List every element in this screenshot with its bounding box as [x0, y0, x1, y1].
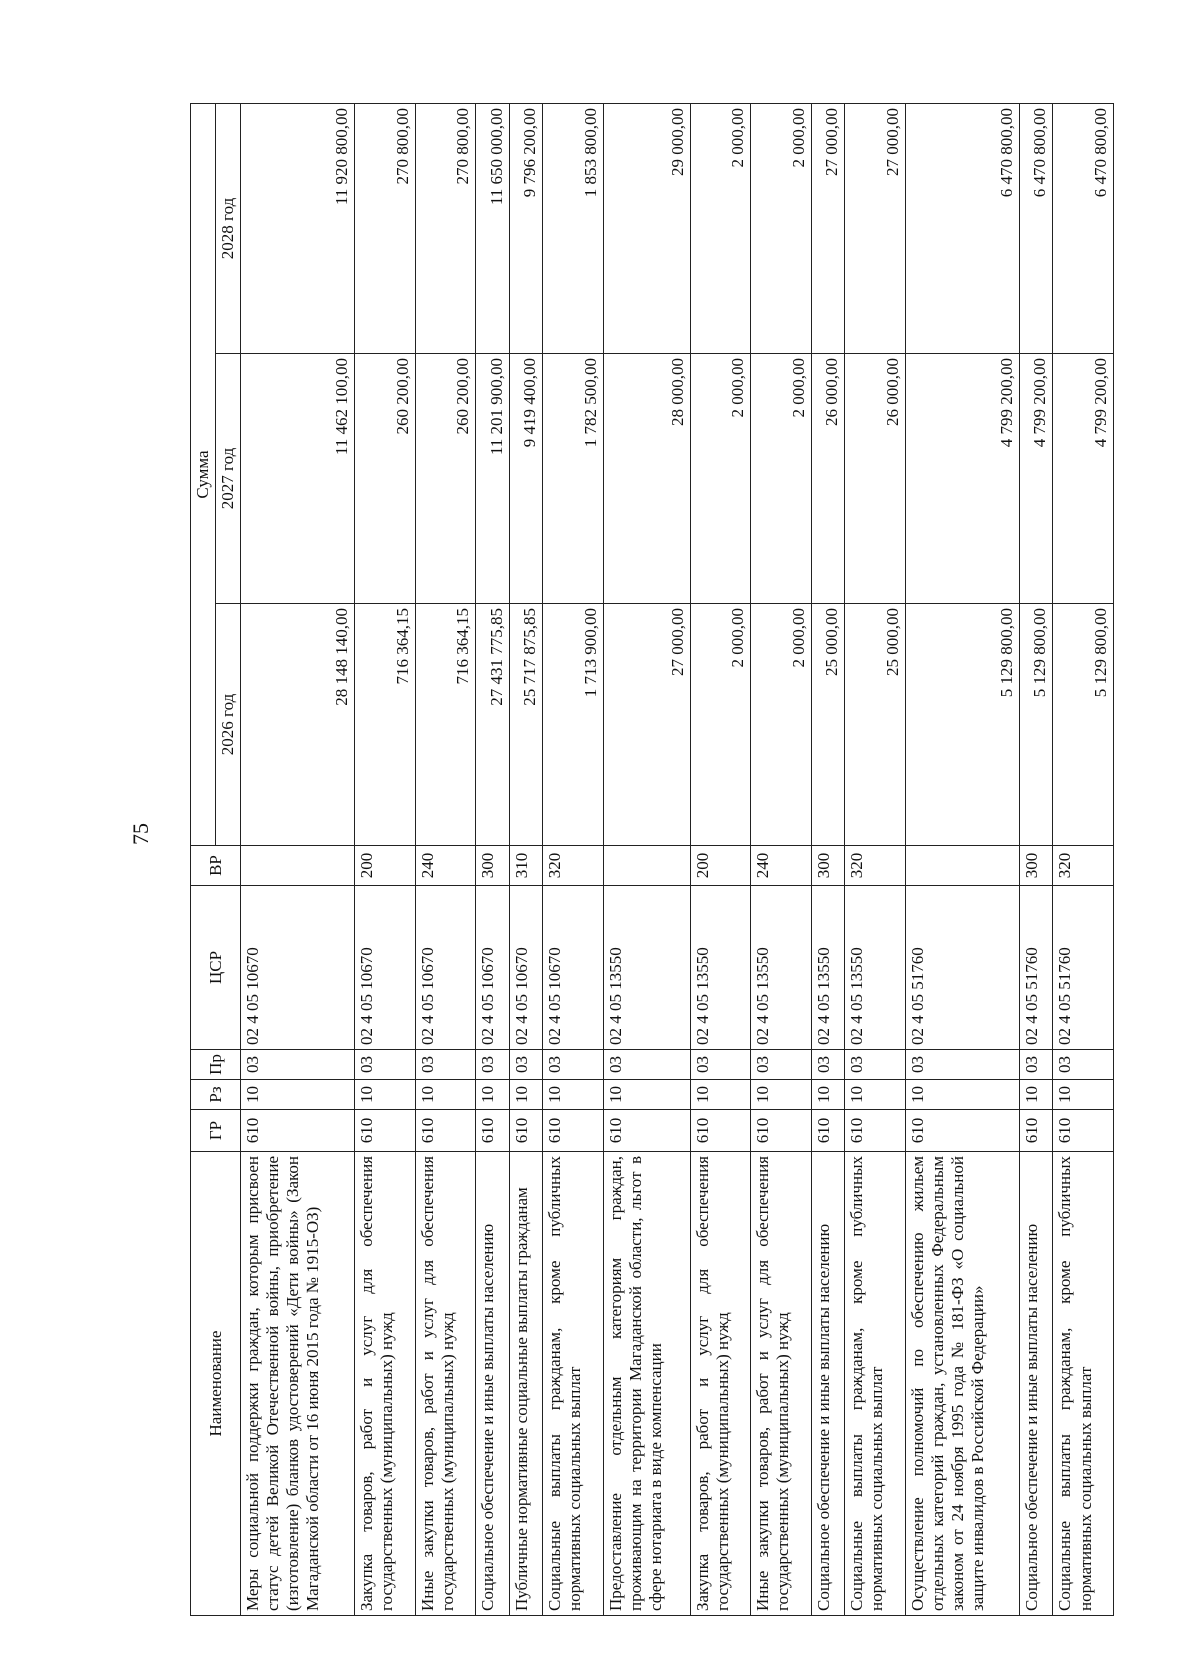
- cell-sum-2026: 716 364,15: [355, 604, 415, 846]
- cell-vr: 240: [751, 846, 811, 886]
- cell-sum-2026: 5 129 800,00: [1053, 604, 1114, 846]
- cell-sum-2026: 28 148 140,00: [241, 604, 355, 846]
- cell-gr: 610: [603, 1110, 690, 1152]
- cell-sum-2027: 11 201 900,00: [476, 354, 510, 604]
- cell-name: Социальное обеспечение и иные выплаты населению: [811, 1152, 845, 1616]
- table-row: [241, 104, 355, 1616]
- cell-csr: 02 4 05 13550: [751, 886, 811, 1050]
- cell-sum-2026: 5 129 800,00: [905, 604, 1019, 846]
- cell-name: Социальные выплаты гражданам, кроме публичных нормативных социальных выплат: [1053, 1152, 1114, 1616]
- cell-sum-2028: 9 796 200,00: [509, 104, 543, 354]
- table-row: [811, 104, 845, 1616]
- cell-sum-2028: 27 000,00: [811, 104, 845, 354]
- cell-vr: 320: [543, 846, 603, 886]
- cell-name: Меры социальной поддержки граждан, которым присвоен статус детей Великой Отечественной войны, приобретение (изготовление) бланков удостоверений «Дети войны» (Закон Магаданской области от 16 июня 2015 года № 1915-ОЗ): [241, 1152, 355, 1616]
- cell-vr: 300: [476, 846, 510, 886]
- cell-sum-2027: 2 000,00: [690, 354, 750, 604]
- header-year-2027: 2027 год: [216, 354, 241, 604]
- header-year-2028: 2028 год: [216, 104, 241, 354]
- cell-vr: 300: [811, 846, 845, 886]
- cell-pr: 03: [845, 1050, 905, 1080]
- header-gr: ГР: [191, 1110, 241, 1152]
- cell-sum-2027: 260 200,00: [415, 354, 475, 604]
- cell-pr: 03: [509, 1050, 543, 1080]
- table-row: [415, 104, 475, 1616]
- cell-pr: 03: [751, 1050, 811, 1080]
- table-row: [355, 104, 415, 1616]
- page-number: 75: [128, 823, 153, 845]
- cell-csr: 02 4 05 10670: [543, 886, 603, 1050]
- cell-rz: 10: [1053, 1080, 1114, 1110]
- cell-gr: 610: [1053, 1110, 1114, 1152]
- table-row: [1053, 104, 1114, 1616]
- cell-sum-2028: 1 853 800,00: [543, 104, 603, 354]
- table-row: [509, 104, 543, 1616]
- cell-csr: 02 4 05 10670: [415, 886, 475, 1050]
- cell-sum-2027: 4 799 200,00: [1019, 354, 1053, 604]
- cell-gr: 610: [845, 1110, 905, 1152]
- header-csr: ЦСР: [191, 886, 241, 1050]
- cell-sum-2026: 2 000,00: [690, 604, 750, 846]
- cell-sum-2028: 11 920 800,00: [241, 104, 355, 354]
- cell-sum-2027: 1 782 500,00: [543, 354, 603, 604]
- cell-sum-2028: 11 650 000,00: [476, 104, 510, 354]
- cell-name: Осуществление полномочий по обеспечению жильем отдельных категорий граждан, установленных Федеральным законом от 24 ноября 1995 года № 181-ФЗ «О социальной защите инвалидов в Российской Федерации»: [905, 1152, 1019, 1616]
- cell-gr: 610: [509, 1110, 543, 1152]
- cell-name: Социальные выплаты гражданам, кроме публичных нормативных социальных выплат: [845, 1152, 905, 1616]
- cell-gr: 610: [476, 1110, 510, 1152]
- cell-gr: 610: [543, 1110, 603, 1152]
- cell-sum-2027: 2 000,00: [751, 354, 811, 604]
- cell-csr: 02 4 05 13550: [845, 886, 905, 1050]
- cell-pr: 03: [543, 1050, 603, 1080]
- cell-sum-2027: 4 799 200,00: [905, 354, 1019, 604]
- cell-sum-2028: 29 000,00: [603, 104, 690, 354]
- header-vr: ВР: [191, 846, 241, 886]
- cell-rz: 10: [543, 1080, 603, 1110]
- cell-rz: 10: [415, 1080, 475, 1110]
- cell-sum-2026: 27 431 775,85: [476, 604, 510, 846]
- cell-csr: 02 4 05 51760: [905, 886, 1019, 1050]
- cell-sum-2028: 27 000,00: [845, 104, 905, 354]
- cell-pr: 03: [690, 1050, 750, 1080]
- table-row: [690, 104, 750, 1616]
- cell-csr: 02 4 05 13550: [690, 886, 750, 1050]
- cell-name: Социальное обеспечение и иные выплаты населению: [476, 1152, 510, 1616]
- cell-sum-2027: 260 200,00: [355, 354, 415, 604]
- cell-name: Закупка товаров, работ и услуг для обеспечения государственных (муниципальных) нужд: [690, 1152, 750, 1616]
- cell-gr: 610: [905, 1110, 1019, 1152]
- cell-sum-2026: 716 364,15: [415, 604, 475, 846]
- cell-vr: 320: [845, 846, 905, 886]
- table-row: [476, 104, 510, 1616]
- cell-csr: 02 4 05 13550: [811, 886, 845, 1050]
- cell-pr: 03: [603, 1050, 690, 1080]
- header-sum: Сумма: [191, 104, 216, 846]
- cell-vr: 240: [415, 846, 475, 886]
- cell-sum-2027: 28 000,00: [603, 354, 690, 604]
- cell-rz: 10: [1019, 1080, 1053, 1110]
- cell-sum-2027: 4 799 200,00: [1053, 354, 1114, 604]
- header-rz: Рз: [191, 1080, 241, 1110]
- cell-gr: 610: [355, 1110, 415, 1152]
- cell-pr: 03: [355, 1050, 415, 1080]
- cell-name: Социальные выплаты гражданам, кроме публичных нормативных социальных выплат: [543, 1152, 603, 1616]
- cell-vr: [905, 846, 1019, 886]
- cell-csr: 02 4 05 10670: [241, 886, 355, 1050]
- table-row: [905, 104, 1019, 1616]
- table-body: [241, 104, 1114, 1616]
- cell-csr: 02 4 05 10670: [509, 886, 543, 1050]
- table-row: [1019, 104, 1053, 1616]
- cell-sum-2028: 2 000,00: [690, 104, 750, 354]
- budget-table: [190, 103, 1114, 1616]
- cell-sum-2026: 27 000,00: [603, 604, 690, 846]
- cell-rz: 10: [355, 1080, 415, 1110]
- cell-name: Иные закупки товаров, работ и услуг для обеспечения государственных (муниципальных) нужд: [415, 1152, 475, 1616]
- cell-sum-2028: 270 800,00: [415, 104, 475, 354]
- cell-rz: 10: [905, 1080, 1019, 1110]
- cell-pr: 03: [1019, 1050, 1053, 1080]
- cell-vr: 320: [1053, 846, 1114, 886]
- cell-vr: [603, 846, 690, 886]
- cell-sum-2026: 25 000,00: [811, 604, 845, 846]
- cell-gr: 610: [690, 1110, 750, 1152]
- cell-gr: 610: [415, 1110, 475, 1152]
- cell-rz: 10: [751, 1080, 811, 1110]
- cell-sum-2027: 26 000,00: [845, 354, 905, 604]
- table-header: [191, 104, 241, 1616]
- cell-sum-2027: 26 000,00: [811, 354, 845, 604]
- cell-csr: 02 4 05 51760: [1053, 886, 1114, 1050]
- cell-gr: 610: [751, 1110, 811, 1152]
- cell-name: Закупка товаров, работ и услуг для обеспечения государственных (муниципальных) нужд: [355, 1152, 415, 1616]
- cell-rz: 10: [476, 1080, 510, 1110]
- cell-sum-2026: 25 717 875,85: [509, 604, 543, 846]
- cell-rz: 10: [241, 1080, 355, 1110]
- cell-name: Иные закупки товаров, работ и услуг для обеспечения государственных (муниципальных) нужд: [751, 1152, 811, 1616]
- cell-vr: [241, 846, 355, 886]
- cell-rz: 10: [690, 1080, 750, 1110]
- cell-rz: 10: [603, 1080, 690, 1110]
- cell-sum-2027: 11 462 100,00: [241, 354, 355, 604]
- cell-rz: 10: [811, 1080, 845, 1110]
- cell-csr: 02 4 05 51760: [1019, 886, 1053, 1050]
- cell-vr: 200: [355, 846, 415, 886]
- cell-vr: 200: [690, 846, 750, 886]
- cell-gr: 610: [241, 1110, 355, 1152]
- cell-csr: 02 4 05 10670: [476, 886, 510, 1050]
- table-row: [603, 104, 690, 1616]
- header-name: Наименование: [191, 1152, 241, 1616]
- cell-pr: 03: [415, 1050, 475, 1080]
- table-row: [543, 104, 603, 1616]
- cell-sum-2027: 9 419 400,00: [509, 354, 543, 604]
- cell-sum-2026: 25 000,00: [845, 604, 905, 846]
- cell-pr: 03: [241, 1050, 355, 1080]
- cell-sum-2028: 2 000,00: [751, 104, 811, 354]
- cell-gr: 610: [1019, 1110, 1053, 1152]
- cell-rz: 10: [509, 1080, 543, 1110]
- header-pr: Пр: [191, 1050, 241, 1080]
- cell-gr: 610: [811, 1110, 845, 1152]
- cell-name: Публичные нормативные социальные выплаты гражданам: [509, 1152, 543, 1616]
- cell-csr: 02 4 05 10670: [355, 886, 415, 1050]
- cell-name: Предоставление отдельным категориям граждан, проживающим на территории Магаданской области, льгот в сфере нотариата в виде компенсации: [603, 1152, 690, 1616]
- cell-vr: 300: [1019, 846, 1053, 886]
- header-year-2026: 2026 год: [216, 604, 241, 846]
- cell-csr: 02 4 05 13550: [603, 886, 690, 1050]
- cell-pr: 03: [811, 1050, 845, 1080]
- budget-table-container: [190, 104, 1114, 1616]
- cell-rz: 10: [845, 1080, 905, 1110]
- cell-vr: 310: [509, 846, 543, 886]
- table-row: [845, 104, 905, 1616]
- cell-name: Социальное обеспечение и иные выплаты населению: [1019, 1152, 1053, 1616]
- cell-sum-2026: 2 000,00: [751, 604, 811, 846]
- cell-sum-2028: 270 800,00: [355, 104, 415, 354]
- table-row: [751, 104, 811, 1616]
- cell-sum-2028: 6 470 800,00: [1053, 104, 1114, 354]
- cell-sum-2028: 6 470 800,00: [905, 104, 1019, 354]
- cell-pr: 03: [905, 1050, 1019, 1080]
- cell-pr: 03: [1053, 1050, 1114, 1080]
- cell-sum-2026: 5 129 800,00: [1019, 604, 1053, 846]
- cell-pr: 03: [476, 1050, 510, 1080]
- cell-sum-2028: 6 470 800,00: [1019, 104, 1053, 354]
- cell-sum-2026: 1 713 900,00: [543, 604, 603, 846]
